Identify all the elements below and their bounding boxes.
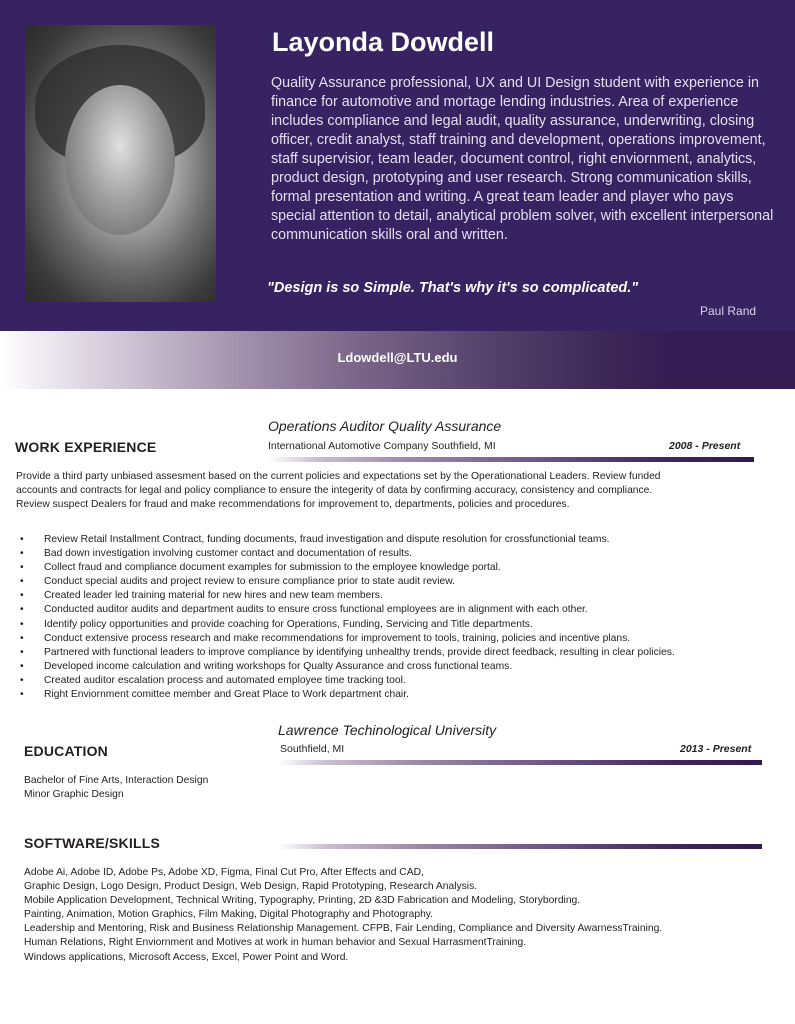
photo-face-shape bbox=[65, 85, 175, 235]
job-title: Operations Auditor Quality Assurance bbox=[268, 418, 502, 434]
work-bullet-list bbox=[20, 533, 675, 702]
skills-line: Leadership and Mentoring, Risk and Business Relationship Management. CFPB, Fair Lending, Compliance and Diversity AwarnessTraining. bbox=[24, 923, 663, 935]
work-experience-heading: WORK EXPERIENCE bbox=[15, 439, 157, 455]
bullet-icon: • bbox=[20, 632, 24, 644]
company-location: International Automotive Company Southfield, MI bbox=[268, 440, 496, 452]
bullet-text: Created auditor escalation process and automated employee time tracking tool. bbox=[44, 674, 406, 686]
bullet-text: Developed income calculation and writing workshops for Qualty Assurance and cross functional teams. bbox=[44, 660, 513, 672]
skills-heading: SOFTWARE/SKILLS bbox=[24, 835, 160, 851]
work-description bbox=[16, 470, 661, 512]
list-item bbox=[20, 660, 675, 674]
bullet-text: Partnered with functional leaders to improve compliance by identifying unhealthy trends, provide direct feedback, resulting in clear policies. bbox=[44, 646, 675, 658]
work-dates: 2008 - Present bbox=[669, 440, 741, 452]
school-name: Lawrence Techinological University bbox=[278, 722, 497, 738]
list-item bbox=[20, 646, 675, 660]
bullet-icon: • bbox=[20, 576, 24, 588]
list-item bbox=[20, 547, 675, 561]
bullet-text: Conduct special audits and project review to ensure compliance prior to state audit review. bbox=[44, 576, 455, 588]
bullet-text: Collect fraud and compliance document examples for submission to the employee knowledge portal. bbox=[44, 562, 501, 574]
email-link[interactable]: Ldowdell@LTU.edu bbox=[337, 350, 458, 365]
contact-banner bbox=[0, 331, 795, 389]
skills-list bbox=[24, 866, 662, 965]
candidate-name: Layonda Dowdell bbox=[272, 27, 495, 57]
bullet-icon: • bbox=[20, 604, 24, 616]
work-description-line: Review suspect Dealers for fraud and make recommendations for improvement to, departments, policies and procedures. bbox=[16, 499, 570, 511]
list-item bbox=[20, 603, 675, 617]
bullet-text: Right Enviornment comittee member and Great Place to Work department chair. bbox=[44, 689, 409, 701]
skills-line: Graphic Design, Logo Design, Product Design, Web Design, Rapid Prototyping, Research Analysis. bbox=[24, 881, 478, 893]
bullet-icon: • bbox=[20, 660, 24, 672]
profile-photo bbox=[25, 25, 216, 302]
profile-summary: Quality Assurance professional, UX and UI Design student with experience in finance for automotive and mortage lending industries. Area of experience includes compliance and legal audit, quality assurance, underwriting, closing officer, credit analyst, staff training and development, operations improvement, staff supervisior, team leader, document control, right enviornment, analytics, product design, prototyping and user research. Strong communication skills, formal presentation and writing. A great team leader and player who pays special attention to detail, analytical problem solver, with excellent interpersonal communication skills oral and written. bbox=[271, 75, 774, 243]
school-location: Southfield, MI bbox=[280, 743, 345, 755]
header-panel bbox=[0, 0, 795, 331]
list-item bbox=[20, 674, 675, 688]
bullet-text: Identify policy opportunities and provide coaching for Operations, Funding, Servicing and Title departments. bbox=[44, 618, 533, 630]
list-item bbox=[20, 589, 675, 603]
bullet-text: Conducted auditor audits and department audits to ensure cross functional employees are in alignment with each other. bbox=[44, 604, 588, 616]
skills-line: Human Relations, Right Enviornment and Motives at work in human behavior and Sexual HarrasmentTraining. bbox=[24, 937, 527, 949]
skills-line: Painting, Animation, Motion Graphics, Film Making, Digital Photography and Photography. bbox=[24, 909, 434, 921]
bullet-icon: • bbox=[20, 689, 24, 701]
bullet-icon: • bbox=[20, 674, 24, 686]
bullet-text: Review Retail Installment Contract, funding documents, fraud investigation and dispute resolution for crossfunctionial teams. bbox=[44, 534, 610, 545]
bullet-text: Created leader led training material for new hires and new team members. bbox=[44, 590, 383, 602]
education-heading: EDUCATION bbox=[24, 743, 108, 759]
bullet-icon: • bbox=[20, 646, 24, 658]
bullet-text: Conduct extensive process research and make recommendations for improvement to tools, training, policies and incentive plans. bbox=[44, 632, 631, 644]
skills-line: Mobile Application Development, Technical Writing, Typography, Printing, 2D &3D Fabrication and Modeling, Storybording. bbox=[24, 895, 581, 907]
degree-line: Minor Graphic Design bbox=[24, 789, 124, 801]
list-item bbox=[20, 533, 675, 547]
bullet-text: Bad down investigation involving customer contact and documentation of results. bbox=[44, 548, 413, 560]
skills-line: Windows applications, Microsoft Access, Excel, Power Point and Word. bbox=[24, 951, 349, 963]
quote-text: "Design is so Simple. That's why it's so complicated." bbox=[267, 280, 639, 296]
work-divider-bar bbox=[268, 457, 754, 462]
list-item bbox=[20, 632, 675, 646]
list-item bbox=[20, 618, 675, 632]
skills-divider-bar bbox=[278, 844, 762, 849]
education-dates: 2013 - Present bbox=[680, 743, 752, 755]
bullet-icon: • bbox=[20, 548, 24, 560]
degree-info bbox=[24, 774, 208, 802]
skills-line: Adobe Ai, Adobe ID, Adobe Ps, Adobe XD, Figma, Final Cut Pro, After Effects and CAD, bbox=[24, 867, 424, 878]
degree-line: Bachelor of Fine Arts, Interaction Design bbox=[24, 775, 209, 786]
bullet-icon: • bbox=[20, 534, 24, 545]
bullet-icon: • bbox=[20, 562, 24, 574]
quote-author: Paul Rand bbox=[700, 304, 757, 318]
list-item bbox=[20, 575, 675, 589]
work-description-line: accounts and contracts for legal and policy compliance to ensure the integerity of data by confirming accuracy, consistency and compliance. bbox=[16, 485, 653, 497]
bullet-icon: • bbox=[20, 590, 24, 602]
list-item bbox=[20, 688, 675, 702]
education-divider-bar bbox=[278, 760, 762, 765]
work-description-line: Provide a third party unbiased assesment based on the current policies and expectations set by the Operationational Leaders. Review funded bbox=[16, 471, 661, 482]
list-item bbox=[20, 561, 675, 575]
bullet-icon: • bbox=[20, 618, 24, 630]
